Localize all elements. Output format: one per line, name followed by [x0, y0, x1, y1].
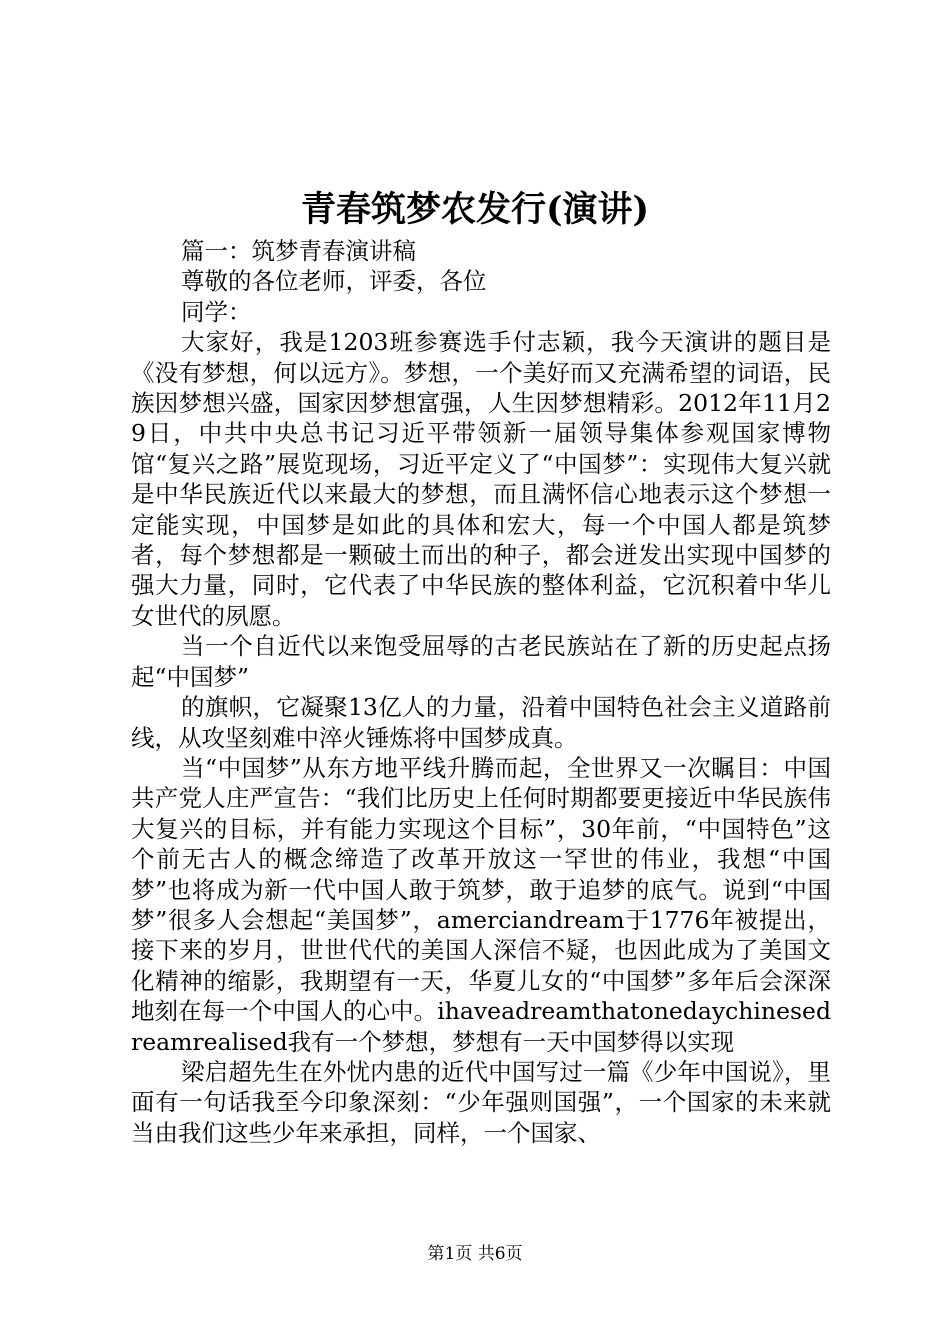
paragraph-salutation: 尊敬的各位老师，评委，各位: [181, 267, 487, 296]
document-body: [131, 236, 831, 1148]
paragraph-body: 大家好，我是1203班参赛选手付志颖，我今天演讲的题目是《没有梦想，何以远方》。梦想，一个美好而又充满希望的词语，民族因梦想兴盛，国家因梦想富强，人生因梦想精彩。2012年11月29日，中共中央总书记习近平带领新一届领导集体参观国家博物馆“复兴之路”展览现场，习近平定义了“中国梦”：实现伟大复兴就是中华民族近代以来最大的梦想，而且满怀信心地表示这个梦想一定能实现，中国梦是如此的具体和宏大，每一个中国人都是筑梦者，每个梦想都是一颗破土而出的种子，都会迸发出实现中国梦的强大力量，同时，它代表了中华民族的整体利益，它沉积着中华儿女世代的夙愿。: [131, 328, 831, 630]
paragraph-subtitle: 篇一：筑梦青春演讲稿: [181, 237, 416, 265]
paragraph-body: 梁启超先生在外忧内患的近代中国写过一篇《少年中国说》，里面有一句话我至今印象深刻：“少年强则国强”，一个国家的未来就当由我们这些少年来承担，同样，一个国家、: [131, 1057, 831, 1147]
paragraph-body: 当“中国梦”从东方地平线升腾而起，全世界又一次瞩目：中国共产党人庄严宣告：“我们比历史上任何时期都要更接近中华民族伟大复兴的目标，并有能力实现这个目标”，30年前，“中国特色”这个前无古人的概念缔造了改革开放这一罕世的伟业，我想“中国梦”也将成为新一代中国人敢于筑梦，敢于追梦的底气。说到“中国梦”很多人会想起“美国梦”，amerciandream于1776年被提出，接下来的岁月，世世代代的美国人深信不疑，也因此成为了美国文化精神的缩影，我期望有一天，华夏儿女的“中国梦”多年后会深深地刻在每一个中国人的心中。ihaveadreamthatonedaychinesedreamrealised我有一个梦想，梦想有一天中国梦得以实现: [131, 753, 831, 1056]
paragraph-salutation-cont: 同学：: [181, 297, 252, 326]
paragraph-body: 当一个自近代以来饱受屈辱的古老民族站在了新的历史起点扬起“中国梦”: [131, 632, 831, 691]
paragraph-body: 的旗帜，它凝聚13亿人的力量，沿着中国特色社会主义道路前线，从攻坚刻难中淬火锤炼将中国梦成真。: [131, 693, 831, 752]
document-title: 青春筑梦农发行(演讲): [300, 189, 650, 230]
page-footer: 第1页 共6页: [427, 1244, 523, 1264]
